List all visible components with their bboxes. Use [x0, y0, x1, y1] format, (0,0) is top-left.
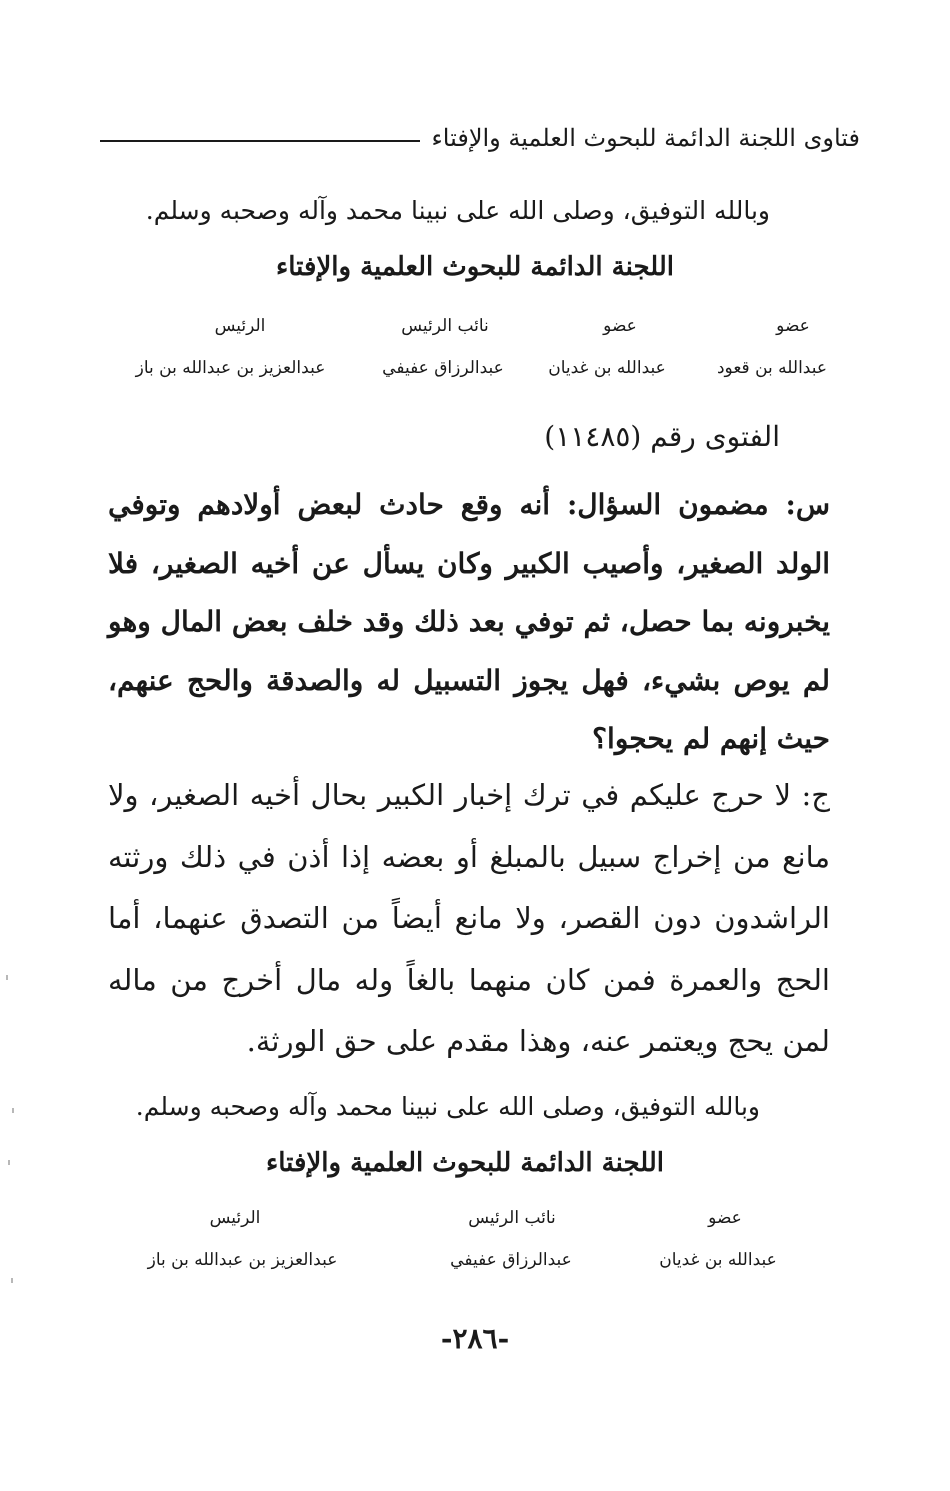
answer-text: ج: لا حرج عليكم في ترك إخبار الكبير بحال أخيه الصغير، ولا مانع من إخراج سبيل بالمبلغ أو بعضه إذا أذن في ذلك ورثته الراشدون دون القصر، ولا مانع أيضاً من التصدق عنهما، أما الحج والعمرة فمن كان منهما بالغاً وله مال أخرج من ماله لمن يحج ويعتمر عنه، وهذا مقدم على حق الورثة. [108, 778, 830, 1058]
signatory-name: عبدالعزيز بن عبدالله بن باز [135, 358, 326, 378]
committee-name-2: اللجنة الدائمة للبحوث العلمية والإفتاء [266, 1148, 664, 1178]
signatory-role: عضو [776, 316, 810, 336]
signatory-name: عبدالعزيز بن عبدالله بن باز [147, 1250, 338, 1270]
header-rule [100, 140, 420, 142]
header-title: فتاوى اللجنة الدائمة للبحوث العلمية والإفتاء [431, 124, 860, 152]
closing-formula-1: وبالله التوفيق، وصلى الله على نبينا محمد وآله وصحبه وسلم. [145, 196, 770, 225]
scan-speck [12, 1108, 14, 1113]
signatory-name: عبدالله بن غديان [659, 1250, 777, 1270]
signatory-name: عبدالرزاق عفيفي [382, 358, 504, 378]
signatory-role: نائب الرئيس [401, 316, 489, 336]
scan-speck [11, 1278, 13, 1283]
signatory-name: عبدالرزاق عفيفي [450, 1250, 572, 1270]
signatory-roles-2 [0, 1208, 950, 1238]
question-text: س: مضمون السؤال: أنه وقع حادث لبعض أولادهم وتوفي الولد الصغير، وأصيب الكبير وكان يسأل عن أخيه الصغير، فلا يخبرونه بما حصل، ثم توفي بعد ذلك وقد خلف بعض المال وهو لم يوص بشيء، فهل يجوز التسبيل له والصدقة والحج عنهم، حيث إنهم لم يحجوا؟ [108, 488, 830, 755]
fatwa-number: الفتوى رقم (١١٤٨٥) [544, 420, 780, 453]
signatory-name: عبدالله بن غديان [548, 358, 666, 378]
committee-name-1: اللجنة الدائمة للبحوث العلمية والإفتاء [276, 252, 674, 282]
signatory-role: عضو [603, 316, 637, 336]
scan-speck [6, 975, 8, 980]
signatory-name: عبدالله بن قعود [716, 358, 827, 378]
signatory-names-1 [0, 358, 950, 388]
running-header [100, 118, 860, 158]
signatory-role: الرئيس [214, 316, 266, 336]
signatory-role: نائب الرئيس [468, 1208, 556, 1228]
closing-formula-2: وبالله التوفيق، وصلى الله على نبينا محمد وآله وصحبه وسلم. [135, 1092, 760, 1121]
signatory-names-2 [0, 1250, 950, 1280]
signatory-role: عضو [708, 1208, 742, 1228]
signatory-role: الرئيس [209, 1208, 261, 1228]
signatory-roles-1 [0, 316, 950, 346]
scan-speck [8, 1160, 10, 1165]
page-number: -٢٨٦- [440, 1322, 510, 1355]
